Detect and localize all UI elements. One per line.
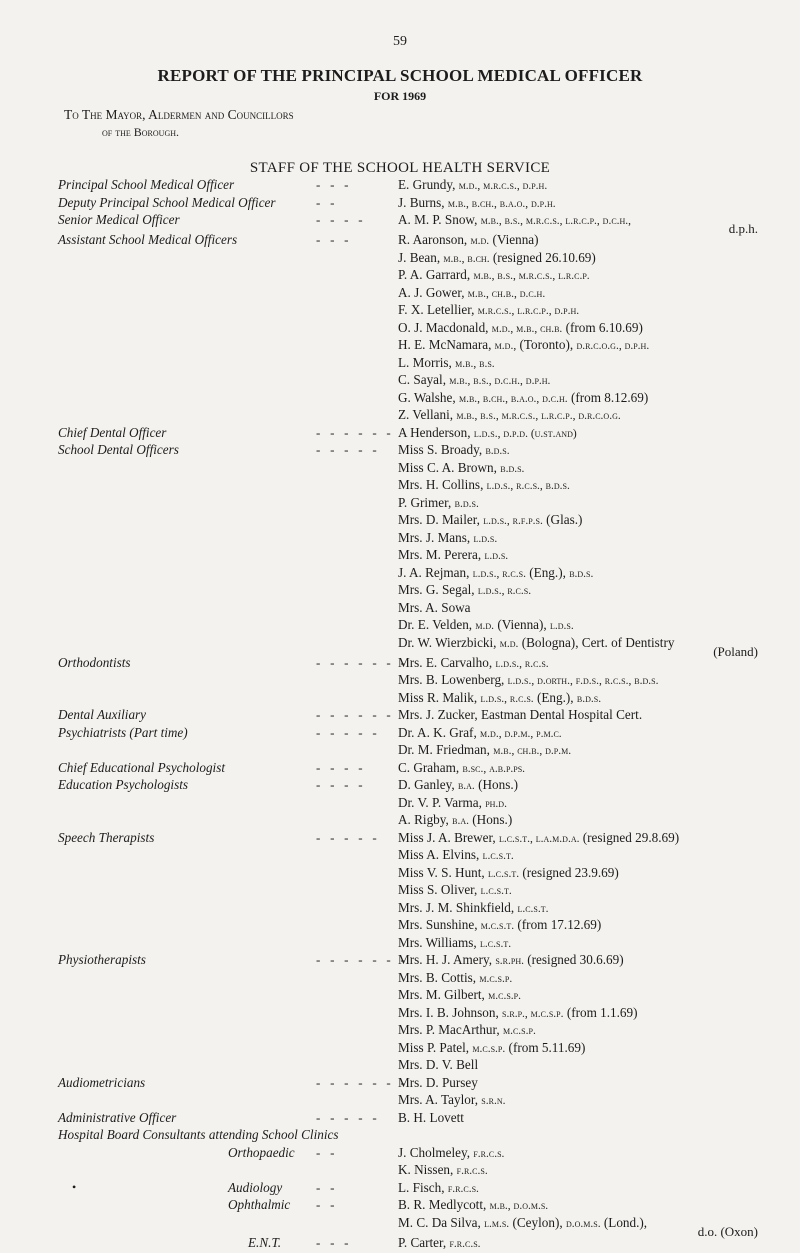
leader-dashes: - - - - - — [316, 441, 377, 459]
staff-row — [58, 671, 758, 689]
staff-row — [58, 546, 758, 564]
qualification: l.d.s., d.orth., f.d.s., r.c.s., b.d.s. — [508, 675, 659, 687]
qualification: m.d., — [495, 340, 517, 352]
qualification: m.d., m.b., ch.b. — [492, 323, 563, 335]
qualification: l.m.s. — [484, 1218, 509, 1230]
continuation: d.o. (Oxon) — [698, 1223, 758, 1241]
person-name: Mrs. B. Cottis, — [398, 970, 479, 985]
staff-row — [58, 616, 758, 634]
staff-role: Physiotherapists — [58, 951, 146, 969]
staff-row — [58, 1234, 758, 1252]
staff-row — [58, 1179, 758, 1197]
qualification: m.b., ch.b., d.c.h. — [468, 288, 545, 300]
qualification: m.b., b.s., m.r.c.s., l.r.c.p., d.c.h., — [481, 215, 631, 227]
person-name: A. J. Gower, — [398, 285, 468, 300]
staff-row — [58, 829, 758, 847]
staff-row — [58, 706, 758, 724]
note: (from 17.12.69) — [514, 917, 601, 932]
staff-row — [58, 689, 758, 707]
staff-role: Audiology — [228, 1179, 282, 1197]
qualification: d.r.c.o.g., d.p.h. — [576, 340, 649, 352]
staff-role: Chief Dental Officer — [58, 424, 166, 442]
qualification: m.d., m.r.c.s., d.p.h. — [459, 180, 548, 192]
note: (resigned 23.9.69) — [519, 865, 619, 880]
qualification: m.c.s.p. — [488, 990, 521, 1002]
qualification: b.sc., a.b.p.ps. — [462, 763, 525, 775]
staff-row — [58, 1196, 758, 1214]
person-name: Mrs. E. Carvalho, — [398, 655, 495, 670]
person-name: Miss J. A. Brewer, — [398, 830, 499, 845]
note: (Hons.) — [469, 812, 512, 827]
person-name: Mrs. H. J. Amery, — [398, 952, 495, 967]
note: (from 5.11.69) — [505, 1040, 585, 1055]
report-subtitle: FOR 1969 — [0, 89, 800, 104]
staff-row — [58, 1109, 758, 1127]
staff-row — [58, 741, 758, 759]
person-name: Miss S. Broady, — [398, 442, 485, 457]
qualification: s.r.n. — [481, 1095, 505, 1107]
staff-row — [58, 969, 758, 987]
person-name: Dr. A. K. Graf, — [398, 725, 480, 740]
staff-role: Assistant School Medical Officers — [58, 231, 237, 249]
qualification: s.r.p., m.c.s.p. — [502, 1008, 563, 1020]
leader-dashes: - - - — [316, 231, 349, 249]
person-name: C. Sayal, — [398, 372, 449, 387]
staff-row — [58, 336, 758, 354]
staff-row — [58, 494, 758, 512]
staff-name — [398, 1056, 478, 1074]
person-name: Miss C. A. Brown, — [398, 460, 500, 475]
staff-row — [58, 354, 758, 372]
person-name: Mrs. A. Sowa — [398, 600, 471, 615]
note: (Vienna), — [494, 617, 550, 632]
staff-role: Deputy Principal School Medical Officer — [58, 194, 276, 212]
staff-row — [58, 424, 758, 442]
person-name: Mrs. H. Collins, — [398, 477, 487, 492]
person-name: L. Morris, — [398, 355, 455, 370]
qualification: m.r.c.s., l.r.c.p., d.p.h. — [478, 305, 579, 317]
note: (resigned 29.8.69) — [579, 830, 679, 845]
qualification: l.d.s., r.c.s. — [480, 693, 533, 705]
person-name: Miss P. Patel, — [398, 1040, 472, 1055]
person-name: J. A. Rejman, — [398, 565, 473, 580]
staff-row — [58, 599, 758, 617]
qualification: m.d. — [475, 620, 494, 632]
leader-dashes: - - - - - - - — [316, 1074, 393, 1092]
qualification: b.d.s. — [577, 693, 601, 705]
staff-row — [58, 794, 758, 812]
staff-role: Chief Educational Psychologist — [58, 759, 225, 777]
leader-dashes: - - - - - - — [316, 706, 391, 724]
leader-dashes: - - - - - - — [316, 424, 391, 442]
qualification: m.d., d.p.m., p.m.c. — [480, 728, 562, 740]
staff-row — [58, 759, 758, 777]
staff-row — [58, 406, 758, 424]
qualification: l.c.s.t. — [481, 885, 512, 897]
note: (from 6.10.69) — [562, 320, 643, 335]
leader-dashes: - - - - - — [316, 1109, 377, 1127]
leader-dashes: - - — [316, 1179, 334, 1197]
leader-dashes: - - - - - — [316, 829, 377, 847]
qualification: b.d.s. — [500, 463, 524, 475]
qualification: l.c.s.t. — [480, 938, 511, 950]
staff-role: Speech Therapists — [58, 829, 154, 847]
staff-row — [58, 284, 758, 302]
note: (from 8.12.69) — [568, 390, 649, 405]
qualification: l.d.s., r.c.s. — [495, 658, 548, 670]
qualification: d.o.m.s. — [566, 1218, 601, 1230]
person-name: Mrs. I. B. Johnson, — [398, 1005, 502, 1020]
qualification: l.d.s., r.f.p.s. — [483, 515, 543, 527]
staff-row — [58, 1161, 758, 1179]
person-name: Z. Vellani, — [398, 407, 456, 422]
qualification: b.d.s. — [455, 498, 479, 510]
qualification: m.b., b.s., m.r.c.s., l.r.c.p., d.r.c.o.g. — [456, 410, 620, 422]
note: (resigned 26.10.69) — [490, 250, 596, 265]
qualification: m.b., b.s., d.c.h., d.p.h. — [449, 375, 550, 387]
continuation: (Poland) — [713, 643, 758, 661]
staff-row — [58, 811, 758, 829]
note: (Eng.), — [526, 565, 569, 580]
note: (Glas.) — [543, 512, 583, 527]
qualification: m.b., b.ch., b.a.o., d.c.h. — [459, 393, 568, 405]
person-name: O. J. Macdonald, — [398, 320, 492, 335]
person-name: B. R. Medlycott, — [398, 1197, 490, 1212]
staff-row — [58, 459, 758, 477]
person-name: K. Nissen, — [398, 1162, 457, 1177]
staff-row — [58, 511, 758, 529]
qualification: l.d.s. — [484, 550, 508, 562]
staff-row — [58, 249, 758, 267]
leader-dashes: - - - - — [316, 759, 363, 777]
qualification: l.c.s.t. — [517, 903, 548, 915]
staff-row — [58, 916, 758, 934]
staff-row — [58, 846, 758, 864]
staff-role: Education Psychologists — [58, 776, 188, 794]
person-name: J. Cholmeley, — [398, 1145, 473, 1160]
person-name: G. Walshe, — [398, 390, 459, 405]
staff-row — [58, 476, 758, 494]
qualification: m.b., b.ch. — [443, 253, 489, 265]
staff-row — [58, 899, 758, 917]
note: (from 1.1.69) — [564, 1005, 638, 1020]
qualification: l.c.s.t. — [488, 868, 519, 880]
staff-name — [398, 1214, 647, 1234]
staff-row — [58, 319, 758, 337]
person-name: Dr. V. P. Varma, — [398, 795, 485, 810]
staff-name — [398, 1234, 481, 1253]
qualification: m.c.s.p. — [503, 1025, 536, 1037]
staff-role: E.N.T. — [248, 1234, 281, 1252]
qualification: b.d.s. — [569, 568, 593, 580]
person-name: Mrs. D. V. Bell — [398, 1057, 478, 1072]
staff-name — [398, 211, 631, 231]
qualification: ph.d. — [485, 798, 507, 810]
staff-row — [58, 1126, 758, 1144]
qualification: m.d. — [471, 235, 490, 247]
leader-dashes: - - - - - - - — [316, 951, 393, 969]
staff-row — [58, 564, 758, 582]
person-name: Dr. W. Wierzbicki, — [398, 635, 500, 650]
qualification: l.d.s. — [473, 533, 497, 545]
qualification: l.c.s.t., l.a.m.d.a. — [499, 833, 580, 845]
leader-dashes: - - — [316, 194, 334, 212]
note: (Bologna), Cert. of Dentistry — [518, 635, 674, 650]
address-line-1: To The Mayor, Aldermen and Councillors — [64, 107, 294, 123]
person-name: A Henderson, — [398, 425, 474, 440]
staff-row — [58, 581, 758, 599]
staff-row — [58, 881, 758, 899]
staff-role: Principal School Medical Officer — [58, 176, 234, 194]
person-name: Mrs. M. Perera, — [398, 547, 484, 562]
page-number: 59 — [0, 34, 800, 50]
continuation: d.p.h. — [729, 220, 758, 238]
staff-row — [58, 371, 758, 389]
note: (Lond.), — [601, 1215, 648, 1230]
staff-role: Orthodontists — [58, 654, 131, 672]
staff-role: Dental Auxiliary — [58, 706, 146, 724]
qualification: m.c.s.p. — [479, 973, 512, 985]
staff-list — [58, 176, 758, 1251]
leader-dashes: - - - - — [316, 776, 363, 794]
staff-role: School Dental Officers — [58, 441, 179, 459]
section-heading: STAFF OF THE SCHOOL HEALTH SERVICE — [0, 160, 800, 177]
qualification: l.d.s., r.c.s. — [473, 568, 526, 580]
person-name: Miss V. S. Hunt, — [398, 865, 488, 880]
note: (Eng.), — [534, 690, 577, 705]
staff-row — [58, 389, 758, 407]
staff-row — [58, 986, 758, 1004]
qualification: b.a. — [452, 815, 469, 827]
person-name: Miss R. Malik, — [398, 690, 480, 705]
qualification: l.d.s., r.c.s. — [478, 585, 531, 597]
staff-row — [58, 231, 758, 249]
staff-row — [58, 634, 758, 654]
person-name: J. Burns, — [398, 195, 448, 210]
leader-dashes: - - - — [316, 1234, 349, 1252]
person-name: F. X. Letellier, — [398, 302, 478, 317]
qualification: m.b., b.s. — [455, 358, 494, 370]
staff-row — [58, 1091, 758, 1109]
staff-row — [58, 654, 758, 672]
staff-row — [58, 1004, 758, 1022]
staff-role: Ophthalmic — [228, 1196, 290, 1214]
person-name: H. E. McNamara, — [398, 337, 495, 352]
person-name: Dr. M. Friedman, — [398, 742, 493, 757]
person-name: Mrs. Sunshine, — [398, 917, 481, 932]
person-name: C. Graham, — [398, 760, 462, 775]
staff-role: Senior Medical Officer — [58, 211, 180, 229]
staff-row — [58, 1144, 758, 1162]
person-name: Mrs. D. Pursey — [398, 1075, 478, 1090]
qualification: l.d.s., d.p.d. (u.st.and) — [474, 428, 577, 440]
qualification: m.b., ch.b., d.p.m. — [493, 745, 571, 757]
qualification: f.r.c.s. — [449, 1238, 480, 1250]
leader-dashes: - - - - — [316, 211, 363, 229]
qualification: s.r.ph. — [495, 955, 524, 967]
qualification: b.a. — [458, 780, 475, 792]
person-name: R. Aaronson, — [398, 232, 471, 247]
person-name: L. Fisch, — [398, 1180, 448, 1195]
staff-row — [58, 441, 758, 459]
staff-row — [58, 176, 758, 194]
qualification: f.r.c.s. — [457, 1165, 488, 1177]
staff-row — [58, 194, 758, 212]
address-line-2: of the Borough. — [102, 125, 179, 140]
staff-name — [398, 706, 642, 724]
person-name: P. Carter, — [398, 1235, 449, 1250]
staff-name — [398, 1074, 478, 1092]
staff-row — [58, 864, 758, 882]
person-name: E. Grundy, — [398, 177, 459, 192]
staff-row — [58, 934, 758, 952]
staff-name — [398, 1109, 464, 1127]
leader-dashes: - - - — [316, 176, 349, 194]
qualification: b.d.s. — [485, 445, 509, 457]
leader-dashes: - - - - - - - — [316, 654, 393, 672]
leader-dashes: - - — [316, 1196, 334, 1214]
note: (Hons.) — [475, 777, 518, 792]
staff-row — [58, 1214, 758, 1234]
person-name: J. Bean, — [398, 250, 443, 265]
staff-role: Orthopaedic — [228, 1144, 295, 1162]
person-name: Mrs. J. Mans, — [398, 530, 473, 545]
staff-row — [58, 724, 758, 742]
staff-row — [58, 776, 758, 794]
leader-dashes: - - — [316, 1144, 334, 1162]
person-name: Mrs. Williams, — [398, 935, 480, 950]
person-name: Miss S. Oliver, — [398, 882, 481, 897]
person-name: Mrs. J. Zucker, Eastman Dental Hospital Cert. — [398, 707, 642, 722]
note: (Vienna) — [489, 232, 538, 247]
staff-row — [58, 951, 758, 969]
person-name: A. Rigby, — [398, 812, 452, 827]
qualification: m.c.s.t. — [481, 920, 514, 932]
person-name: Mrs. D. Mailer, — [398, 512, 483, 527]
staff-role: Administrative Officer — [58, 1109, 176, 1127]
bullet-mark: • — [72, 1180, 76, 1195]
qualification: l.d.s. — [550, 620, 574, 632]
person-name: B. H. Lovett — [398, 1110, 464, 1125]
qualification: m.b., d.o.m.s. — [490, 1200, 549, 1212]
leader-dashes: - - - - - — [316, 724, 377, 742]
person-name: P. A. Garrard, — [398, 267, 473, 282]
staff-name — [398, 634, 674, 654]
person-name: Dr. E. Velden, — [398, 617, 475, 632]
qualification: m.c.s.p. — [472, 1043, 505, 1055]
staff-row — [58, 266, 758, 284]
qualification: m.b., b.ch., b.a.o., d.p.h. — [448, 198, 556, 210]
person-name: Miss A. Elvins, — [398, 847, 483, 862]
person-name: P. Grimer, — [398, 495, 455, 510]
staff-row — [58, 1056, 758, 1074]
report-title: REPORT OF THE PRINCIPAL SCHOOL MEDICAL OFFICER — [0, 66, 800, 86]
person-name: Mrs. A. Taylor, — [398, 1092, 481, 1107]
person-name: Mrs. G. Segal, — [398, 582, 478, 597]
qualification: l.d.s., r.c.s., b.d.s. — [487, 480, 570, 492]
staff-role: Hospital Board Consultants attending School Clinics — [58, 1126, 339, 1144]
person-name: D. Ganley, — [398, 777, 458, 792]
staff-name — [398, 599, 471, 617]
staff-row — [58, 211, 758, 231]
staff-row — [58, 1039, 758, 1057]
note: (Toronto), — [516, 337, 576, 352]
person-name: Mrs. B. Lowenberg, — [398, 672, 508, 687]
staff-row — [58, 1074, 758, 1092]
staff-row — [58, 529, 758, 547]
person-name: Mrs. J. M. Shinkfield, — [398, 900, 517, 915]
person-name: Mrs. M. Gilbert, — [398, 987, 488, 1002]
staff-role: Audiometricians — [58, 1074, 145, 1092]
note: (resigned 30.6.69) — [524, 952, 624, 967]
qualification: m.b., b.s., m.r.c.s., l.r.c.p. — [473, 270, 589, 282]
note: (Ceylon), — [509, 1215, 566, 1230]
qualification: f.r.c.s. — [448, 1183, 479, 1195]
qualification: l.c.s.t. — [483, 850, 514, 862]
qualification: f.r.c.s. — [473, 1148, 504, 1160]
staff-row — [58, 1021, 758, 1039]
person-name: A. M. P. Snow, — [398, 212, 481, 227]
qualification: m.d. — [500, 638, 519, 650]
staff-role: Psychiatrists (Part time) — [58, 724, 188, 742]
person-name: Mrs. P. MacArthur, — [398, 1022, 503, 1037]
staff-row — [58, 301, 758, 319]
person-name: M. C. Da Silva, — [398, 1215, 484, 1230]
